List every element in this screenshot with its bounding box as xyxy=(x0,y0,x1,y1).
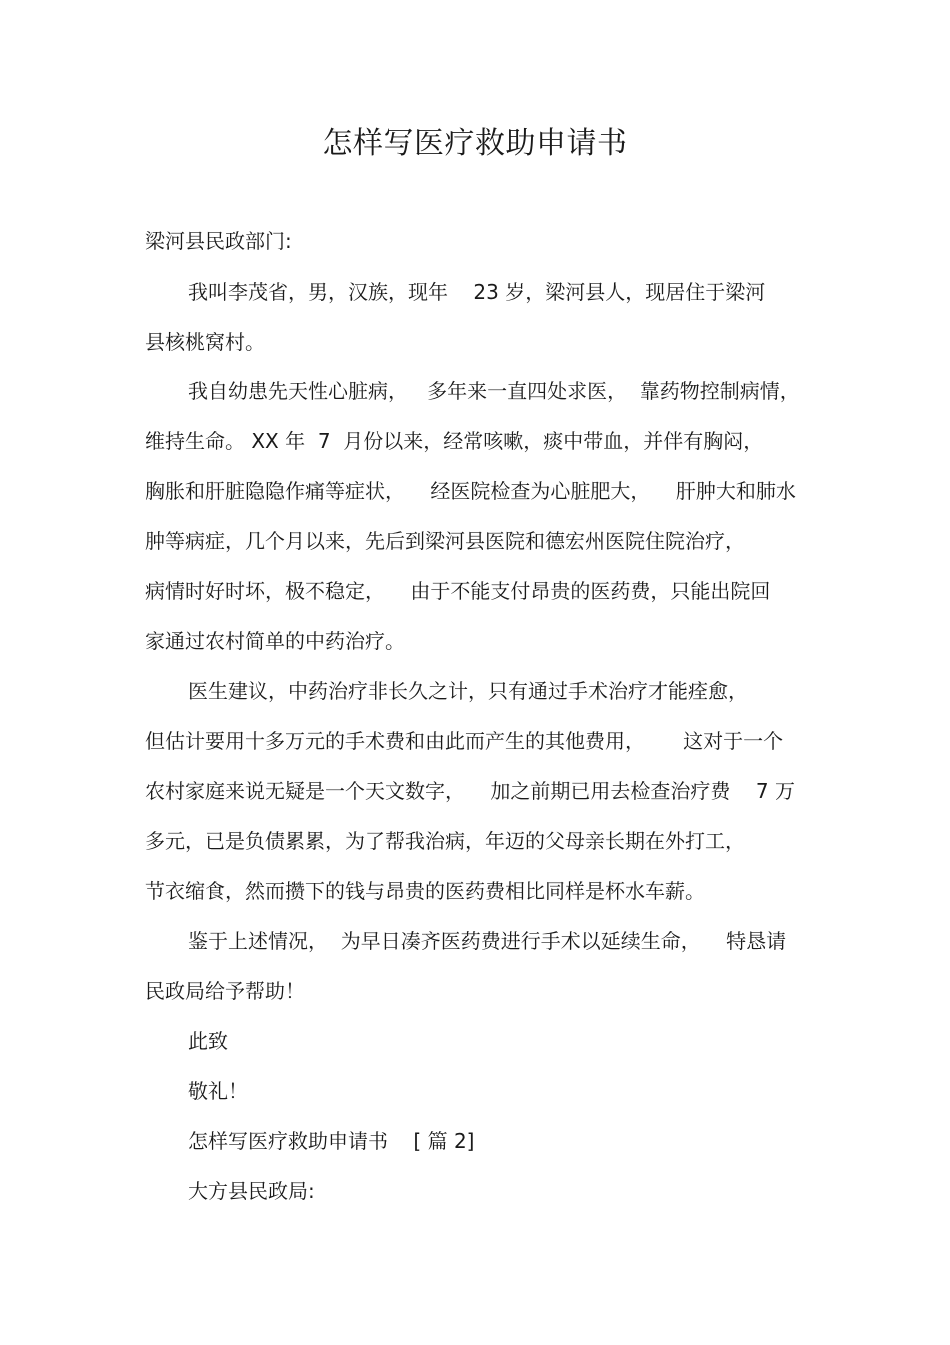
paragraph-line: 肿等病症，几个月以来，先后到梁河县医院和德宏州医院住院治疗， xyxy=(145,529,745,553)
closing-line: 此致 xyxy=(188,1029,228,1053)
paragraph-line: 我叫李茂省，男，汉族，现年 23 岁，梁河县人，现居住于梁河 xyxy=(188,280,766,304)
paragraph-line: 家通过农村简单的中药治疗。 xyxy=(145,629,405,653)
paragraph-line: 民政局给予帮助！ xyxy=(145,979,305,1003)
paragraph-line: 多元，已是负债累累，为了帮我治病，年迈的父母亲长期在外打工， xyxy=(145,829,745,853)
salutation-2: 大方县民政局: xyxy=(188,1179,315,1203)
salutation: 梁河县民政部门: xyxy=(145,229,292,253)
document-title: 怎样写医疗救助申请书 xyxy=(322,126,628,161)
paragraph-line: 鉴于上述情况， 为早日凑齐医药费进行手术以延续生命， 特恳请 xyxy=(188,929,787,953)
paragraph-line: 病情时好时坏，极不稳定， 由于不能支付昂贵的医药费，只能出院回 xyxy=(145,579,771,603)
paragraph-line: 但估计要用十多万元的手术费和由此而产生的其他费用， 这对于一个 xyxy=(145,729,784,753)
section-heading: 怎样写医疗救助申请书 [ 篇 2] xyxy=(188,1129,475,1153)
paragraph-line: 农村家庭来说无疑是一个天文数字， 加之前期已用去检查治疗费 7 万 xyxy=(145,779,795,803)
closing-line: 敬礼！ xyxy=(188,1079,248,1103)
paragraph-line: 维持生命。 XX 年 7 月份以来，经常咳嗽，痰中带血，并伴有胸闷， xyxy=(145,429,764,453)
paragraph-line: 医生建议，中药治疗非长久之计，只有通过手术治疗才能痊愈， xyxy=(188,679,748,703)
paragraph-line: 节衣缩食，然而攒下的钱与昂贵的医药费相比同样是杯水车薪。 xyxy=(145,879,705,903)
paragraph-line: 县核桃窝村。 xyxy=(145,330,265,354)
paragraph-line: 胸胀和肝脏隐隐作痛等症状， 经医院检查为心脏肥大， 肝肿大和肺水 xyxy=(145,479,796,503)
paragraph-line: 我自幼患先天性心脏病， 多年来一直四处求医， 靠药物控制病情， xyxy=(188,379,800,403)
